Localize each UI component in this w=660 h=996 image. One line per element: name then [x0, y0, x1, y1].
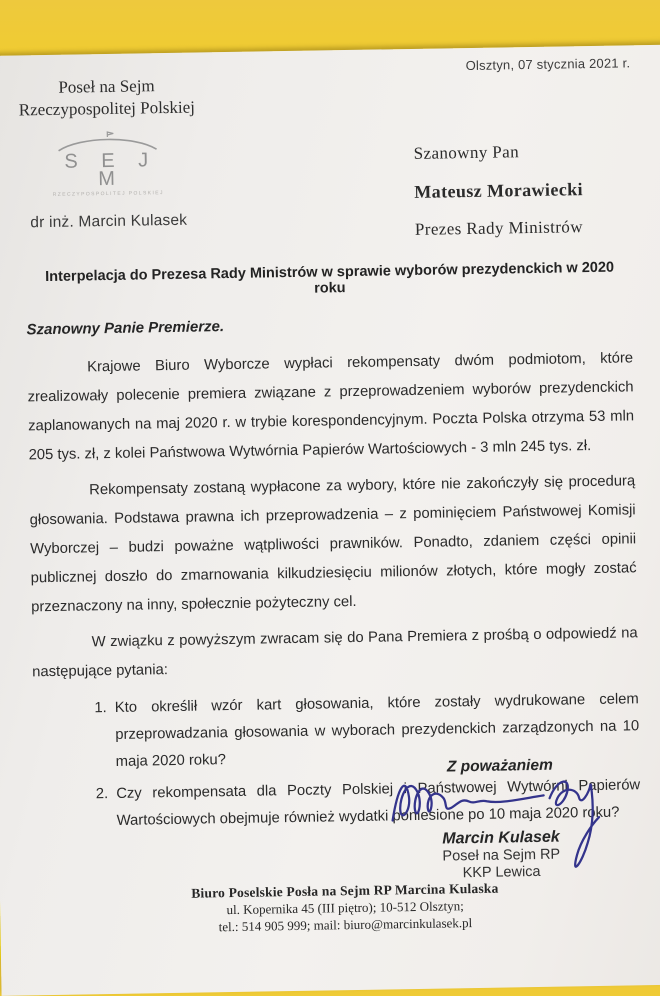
- recipient-title: Prezes Rady Ministrów: [414, 217, 584, 239]
- paragraph: Rekompensaty zostaną wypłacone za wybory, które nie zakończyły się procedurą głosowania. Podstawa prawna ich przeprowadzenia – z pominięciem Państwowej Komisji Wyborczej – budzi poważne wątpliwości prawników. Ponadto, zdaniem części opinii publicznej doszło do zmarnowania kilkudziesięciu milionów złotych, które mogły zostać przeznaczony na inny, społecznie pożyteczny cel.: [29, 473, 637, 616]
- paragraph: W związku z powyższym zwracam się do Pana Premiera z prośbą o odpowiedź na następujące pytania:: [32, 625, 638, 681]
- letter-paper: [0, 44, 660, 995]
- sender-line2: Rzeczypospolitej Polskiej: [18, 97, 196, 120]
- question-item: 1. Kto określił wzór kart głosowania, które zostały wydrukowane celem przeprowadzania głosowania w wyborach prezydenckich zarządzonych na 10 maja 2020 roku?: [111, 686, 640, 776]
- signer-name: Marcin Kulasek: [442, 828, 560, 848]
- signer-title-2: KKP Lewica: [462, 863, 541, 882]
- sejm-logo: [42, 129, 173, 198]
- sender-letterhead: [8, 74, 207, 232]
- sender-line1: Poseł na Sejm: [58, 76, 155, 97]
- recipient-name: Mateusz Morawiecki: [414, 179, 584, 202]
- sender-deputy-name: dr inż. Marcin Kulasek: [30, 211, 188, 232]
- recipient-salutation: Szanowny Pan: [413, 142, 520, 163]
- footer-contact: tel.: 514 905 999; mail: biuro@marcinkulasek.pl: [218, 915, 473, 935]
- closing-phrase: Z poważaniem: [446, 756, 553, 776]
- signer-title-1: Poseł na Sejm RP: [442, 846, 561, 865]
- letter-greeting: Szanowny Panie Premierze.: [26, 318, 225, 339]
- footer-office-name: Biuro Poselskie Posła na Sejm RP Marcina Kulaska: [191, 880, 499, 901]
- office-footer: [0, 876, 660, 938]
- closing-block: [400, 756, 602, 883]
- paragraph: Krajowe Biuro Wyborcze wypłaci rekompensaty dwóm podmiotom, które zrealizowały polecenie premiera związane z przeprowadzeniem wyborów prezydenckich zaplanowanych na maj 2020 r. w trybie korespondencyjnym. Poczta Polska otrzyma 53 mln 205 tys. zł, z kolei Państwowa Wytwórnia Papierów Wartościowych - 3 mln 245 tys. zł.: [27, 350, 635, 464]
- recipient-block: [413, 132, 584, 249]
- letter-date: Olsztyn, 07 stycznia 2021 r.: [465, 55, 631, 74]
- footer-address: ul. Kopernika 45 (III piętro); 10-512 Olsztyn;: [226, 898, 464, 918]
- sejm-logo-letters: S E J M: [64, 149, 158, 191]
- question-item: 2. Czy rekompensata dla Poczty Polskiej i Państwowej Wytwórni Papierów Wartościowych obejmuje również wydatki poniesione po 10 maja 2020 roku?: [112, 772, 641, 835]
- sejm-logo-subtext: RZECZYPOSPOLITEJ POLSKIEJ: [52, 190, 164, 198]
- letter-subject: Interpelacja do Prezesa Rady Ministrów w sprawie wyborów prezydenckich w 2020 roku: [45, 259, 615, 297]
